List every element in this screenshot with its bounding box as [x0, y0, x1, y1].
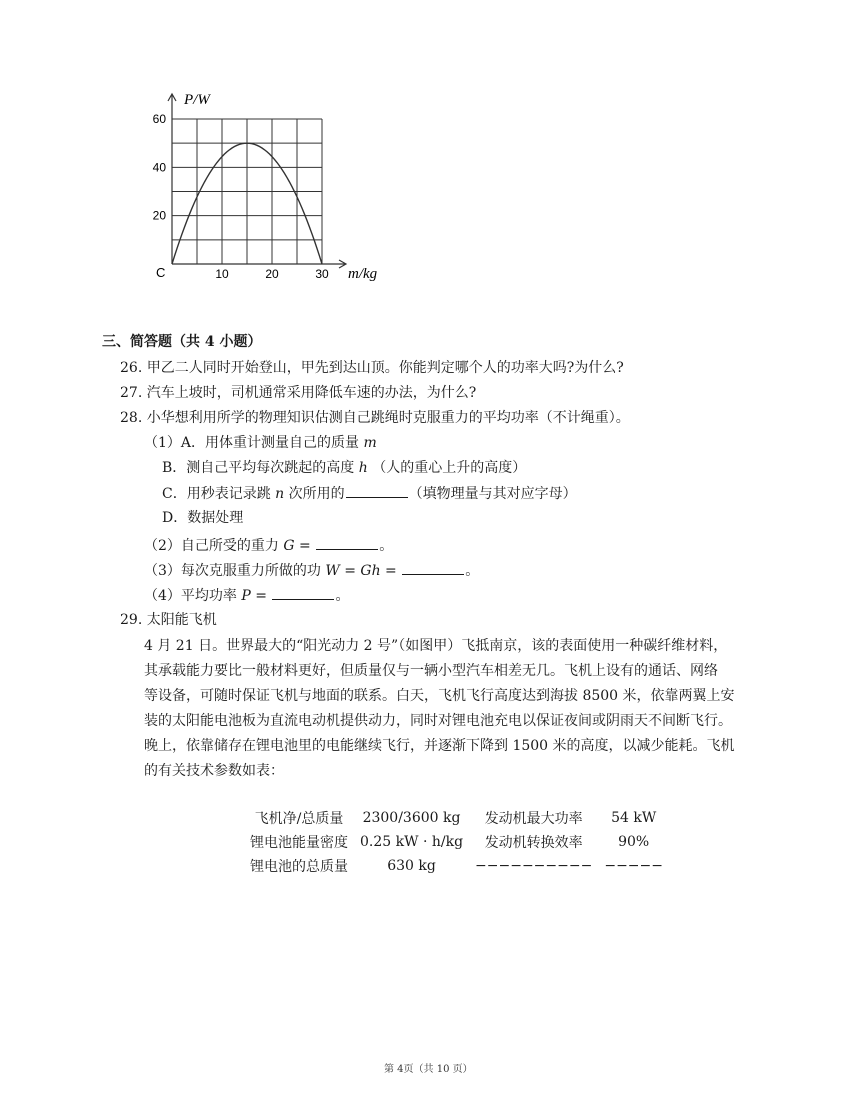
y-tick-label: 40 [152, 160, 166, 175]
table-cell: 54 kW [611, 810, 657, 826]
q28-step-b [162, 458, 526, 478]
origin-label: C [156, 265, 166, 280]
q28-part-3 [144, 560, 479, 581]
x-tick-label: 20 [265, 267, 279, 281]
q28-step-c-var: n [275, 486, 285, 502]
q28-part-2-eq: G = [283, 538, 311, 554]
specs-table [244, 806, 669, 878]
table-cell: −−−−−−−−−− [475, 858, 593, 874]
q28-step-b-text: B．测自己平均每次跳起的高度 [162, 460, 355, 476]
table-cell: 630 kg [387, 858, 436, 874]
answer-blank[interactable] [316, 535, 378, 550]
page-footer: 第 4页（共 10 页） [384, 1064, 473, 1075]
table-cell: 2300/3600 kg [362, 810, 461, 826]
section-title: 三、简答题（共 4 小题） [102, 334, 262, 350]
answer-blank[interactable] [272, 585, 334, 600]
q28-step-c-mid: 次所用的 [288, 486, 345, 502]
table-row [244, 806, 669, 830]
q28-part-3-text: （3）每次克服重力所做的功 [144, 563, 321, 579]
answer-blank[interactable] [346, 483, 408, 498]
q28-part-3-eq: W = Gh = [325, 563, 397, 579]
q29-paragraph-line: 晚上，依靠储存在锂电池里的电能继续飞行，并逐渐下降到 1500 米的高度，以减少能耗。飞机 [144, 738, 735, 754]
q29-paragraph-line: 其承载能力要比一般材料更好，但质量仅与一辆小型汽车相差无几。飞机上设有的通话、网络 [144, 663, 718, 679]
x-axis-label: m/kg [348, 266, 378, 282]
answer-blank[interactable] [402, 560, 464, 575]
x-tick-label: 10 [215, 267, 229, 281]
table-row [244, 830, 669, 854]
table-cell: 锂电池能量密度 [250, 835, 348, 851]
question-28: 28. 小华想利用所学的物理知识估测自己跳绳时克服重力的平均功率（不计绳重）。 [120, 410, 630, 426]
q29-paragraph-line: 等设备，可随时保证飞机与地面的联系。白天，飞机飞行高度达到海拔 8500 米，依靠两翼上安 [144, 688, 735, 704]
y-tick-label: 60 [152, 112, 166, 126]
table-cell: 飞机净/总质量 [254, 811, 344, 827]
q28-step-a [144, 433, 377, 453]
table-cell: 发动机转换效率 [484, 835, 583, 851]
chart-grid [172, 119, 322, 264]
y-tick-label: 20 [152, 208, 166, 223]
q29-paragraph-line: 装的太阳能电池板为直流电动机提供动力，同时对锂电池充电以保证夜间或阴雨天不间断飞行。 [144, 713, 732, 729]
x-tick-label: 30 [315, 267, 329, 281]
power-mass-chart [140, 86, 400, 286]
table-cell: 锂电池的总质量 [250, 859, 348, 875]
question-27: 27. 汽车上坡时，司机通常采用降低车速的办法，为什么? [120, 385, 477, 401]
y-axis-label: P/W [184, 92, 210, 108]
q29-paragraph-line: 的有关技术参数如表： [144, 763, 284, 779]
q28-step-c [162, 483, 577, 504]
q28-part-4-end: 。 [335, 588, 350, 604]
table-cell: 90% [618, 834, 650, 850]
q28-step-c-tail: （填物理量与其对应字母） [408, 486, 577, 502]
table-cell: 0.25 kW · h/kg [360, 834, 464, 850]
q28-step-b-var: h [358, 460, 368, 476]
q28-step-d: D．数据处理 [162, 510, 244, 526]
table-cell: −−−−− [604, 858, 663, 874]
table-cell: 发动机最大功率 [484, 811, 583, 827]
q28-part-2-text: （2）自己所受的重力 [144, 538, 279, 554]
q28-step-a-var: m [363, 435, 377, 451]
q28-step-b-tail: （人的重心上升的高度） [372, 460, 527, 476]
q28-part-4-eq: P = [241, 588, 267, 604]
q28-step-a-text: （1）A．用体重计测量自己的质量 [144, 435, 360, 451]
table-row [244, 854, 669, 878]
q28-part-2 [144, 535, 393, 556]
q28-step-c-text: C．用秒表记录跳 [162, 486, 271, 502]
q28-part-3-end: 。 [465, 563, 480, 579]
question-26: 26. 甲乙二人同时开始登山，甲先到达山顶。你能判定哪个人的功率大吗?为什么? [120, 360, 624, 376]
q28-part-4 [144, 585, 349, 606]
q29-paragraph-line: 4 月 21 日。世界最大的“阳光动力 2 号”（如图甲）飞抵南京，该的表面使用一种碳纤维材料， [144, 638, 728, 654]
chart-axes [168, 94, 346, 268]
q28-part-4-text: （4）平均功率 [144, 588, 237, 604]
question-29: 29. 太阳能飞机 [120, 612, 217, 628]
q28-part-2-end: 。 [379, 538, 394, 554]
